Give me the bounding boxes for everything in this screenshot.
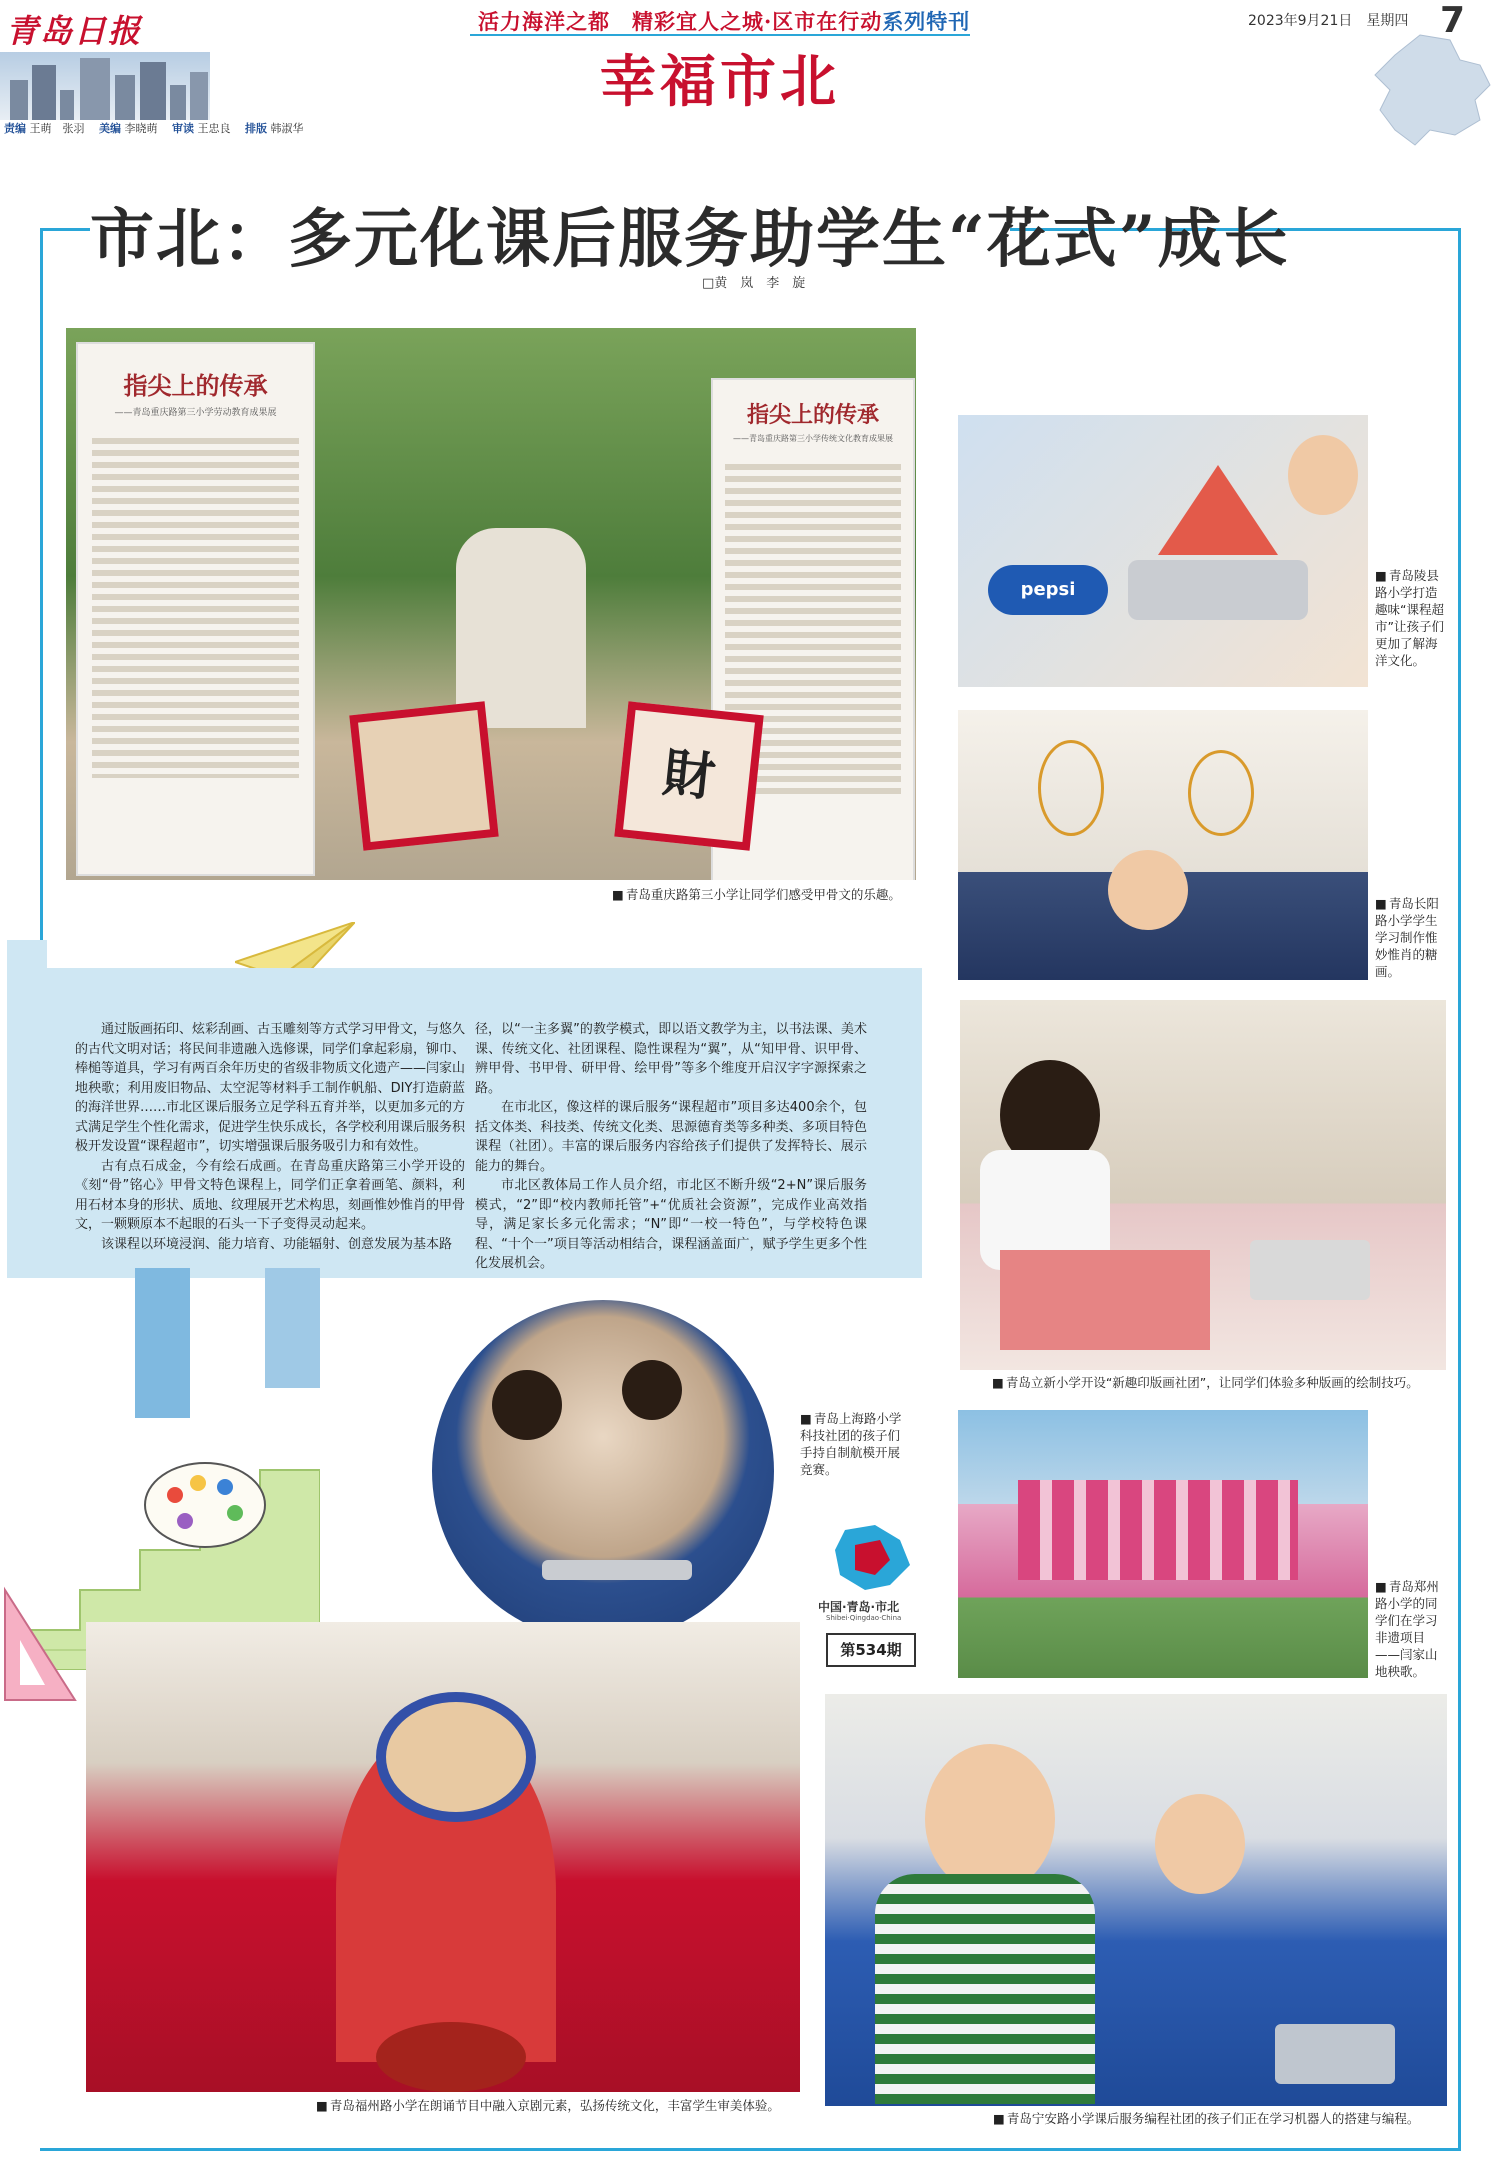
page-number: 7 [1440,0,1466,41]
article-column-right: 径，以“一主多翼”的教学模式，即以语文教学为主，以书法课、美术课、传统文化、社团课程、隐性课程为“翼”，从“知甲骨、识甲骨、辨甲骨、书甲骨、研甲骨、绘甲骨”等多个维度开启汉字字源探索之路。 在市北区，像这样的课后服务“课程超市”项目多达400余个，包括文体类、科技类、传统文化类、思源德育类等多种类、多项目特色课程（社团）。丰富的课后服务内容给孩子们提供了发挥特长、展示能力的舞台。 市北区教体局工作人员介绍，市北区不断升级“2+N”课后服务模式，“2”即“校内教师托管”+“优质社会资源”，完成作业高效指导，满足家长多元化需求；“N”即“一校一特色”，与学校特色课程、“十个一”项目等活动相结合，课程涵盖面广，赋予学生更多个性化发展机会。 [475,1022,867,1271]
newspaper-logo: 青岛日报 [6,12,143,50]
caption-ocean-crafts: ■ 青岛陵县路小学打造趣味“课程超市”让孩子们更加了解海洋文化。 [1375,567,1447,669]
photo-yangko-dance [958,1410,1368,1678]
building-illustration-2 [265,1268,320,1388]
frame-right [1458,228,1461,2148]
article-textbox [7,968,922,1278]
emblem-text: 中国·青岛·市北 [818,1600,900,1614]
photo-ocean-crafts: pepsi [958,415,1368,687]
photo-sugar-painting [958,710,1368,980]
frame-left [40,228,43,968]
photo-robotics [825,1694,1447,2106]
qingdao-map-icon [1360,30,1500,150]
photo-printmaking [960,1000,1446,1370]
main-photo [66,328,916,880]
staff-credits: 责编 王萌 张羽 美编 李晓萌 审读 王忠良 排版 韩淑华 [4,122,304,135]
frame-bottom [40,2148,1461,2151]
issue-date: 2023年9月21日 星期四 [1248,13,1409,29]
issue-number: 第534期 [826,1633,916,1667]
frame-top-left [40,228,90,231]
photo-model-ships [432,1300,774,1642]
photo-peking-opera [86,1622,800,2092]
emblem-subtext: Shibei·Qingdao·China [826,1614,902,1622]
textbox-tab [7,940,47,970]
oracle-bone-card-right: 財 [614,701,763,850]
students-standing [456,528,586,728]
caption-robotics: ■ 青岛宁安路小学课后服务编程社团的孩子们正在学习机器人的搭建与编程。 [993,2110,1419,2127]
ruler-triangle-icon [0,1580,80,1710]
masthead-rule [470,34,970,36]
caption-peking-opera: ■ 青岛福州路小学在朗诵节目中融入京剧元素，弘扬传统文化，丰富学生审美体验。 [316,2097,780,2114]
shibei-emblem-icon [825,1520,915,1595]
article-byline: □黄 岚 李 旋 [702,276,806,291]
caption-model-ships: ■ 青岛上海路小学科技社团的孩子们手持自制航模开展竞赛。 [800,1410,910,1478]
article-column-left: 通过版画拓印、炫彩刮画、古玉雕刻等方式学习甲骨文，与悠久的古代文明对话；将民间非遗融入选修课，同学们拿起彩扇，铆巾、棒槌等道具，学习有两百余年历史的省级非物质文化遗产——闫家山地秧歌；利用废旧物品、太空泥等材料手工制作帆船、DIY打造蔚蓝的海洋世界……市北区课后服务立足学科五育并举，以更加多元的方式满足学生个性化需求，促进学生快乐成长，各学校利用课后服务积极开发设置“课程超市”，切实增强课后服务吸引力和有效性。 古有点石成金，今有绘石成画。在青岛重庆路第三小学开设的《刻“骨”铭心》甲骨文特色课程上，同学们正拿着画笔、颜料，利用石材本身的形状、质地、纹理展开艺术构思，刻画惟妙惟肖的甲骨文，一颗颗原本不起眼的石头一下子变得灵动起来。 该课程以环境浸润、能力培育、功能辐射、创意发展为基本路 [75,1022,466,1252]
caption-sugar-painting: ■ 青岛长阳路小学学生学习制作惟妙惟肖的糖画。 [1375,895,1447,980]
poster-left: 指尖上的传承 ——青岛重庆路第三小学劳动教育成果展 [76,342,315,876]
caption-yangko-dance: ■ 青岛郑州路小学的同学们在学习非遗项目——闫家山地秧歌。 [1375,1578,1447,1680]
paint-palette-icon [140,1455,270,1555]
masthead-skyline-image [0,52,210,120]
caption-main: ■ 青岛重庆路第三小学让同学们感受甲骨文的乐趣。 [612,886,901,903]
article-headline: 市北：多元化课后服务助学生“花式”成长 [90,202,1290,277]
poster-right: 指尖上的传承 ——青岛重庆路第三小学传统文化教育成果展 [711,378,915,880]
caption-printmaking: ■ 青岛立新小学开设“新趣印版画社团”，让同学们体验多种版画的绘制技巧。 [992,1374,1419,1391]
series-title: 活力海洋之都 精彩宜人之城·区市在行动系列特刊 [478,9,971,34]
oracle-bone-card-left [349,701,498,850]
section-banner: 幸福市北 [600,49,840,115]
